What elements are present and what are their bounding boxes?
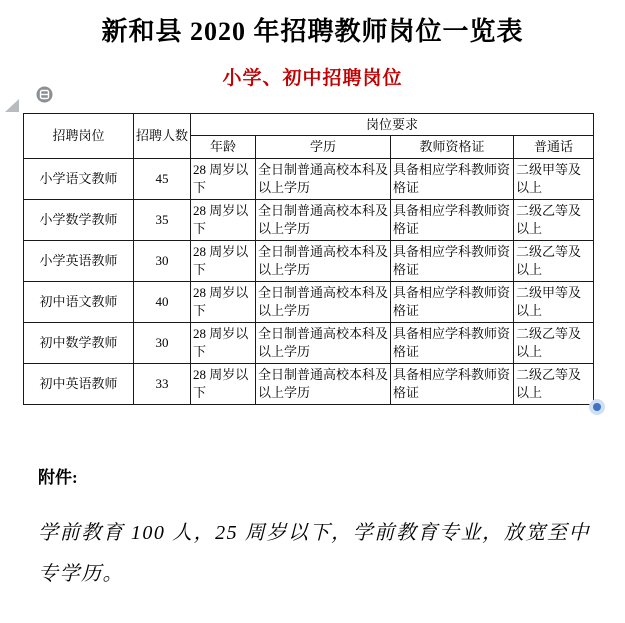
attachment-label: 附件:	[38, 468, 78, 487]
triangle-cursor-icon	[5, 99, 19, 112]
cell-count: 33	[134, 364, 191, 405]
table-row	[24, 241, 594, 282]
cell-age: 28 周岁以下	[191, 323, 256, 364]
cell-mandarin: 二级乙等及以上	[514, 200, 594, 241]
table-move-handle-icon[interactable]	[36, 86, 53, 103]
attachment-body-text: 学前教育 100 人，25 周岁以下，学前教育专业，放宽至中专学历。	[38, 522, 590, 585]
cell-position: 小学英语教师	[24, 241, 134, 282]
cell-age: 28 周岁以下	[191, 282, 256, 323]
cell-position: 小学语文教师	[24, 159, 134, 200]
col-header-certificate: 教师资格证	[391, 136, 514, 159]
cell-position: 初中英语教师	[24, 364, 134, 405]
cell-mandarin: 二级乙等及以上	[514, 241, 594, 282]
cell-age: 28 周岁以下	[191, 200, 256, 241]
cell-position: 初中语文教师	[24, 282, 134, 323]
cell-certificate: 具备相应学科教师资格证	[391, 200, 514, 241]
table-row	[24, 323, 594, 364]
col-header-requirements-group: 岗位要求	[191, 114, 594, 136]
recruitment-table	[23, 113, 594, 405]
cell-position: 初中数学教师	[24, 323, 134, 364]
cell-count: 40	[134, 282, 191, 323]
cell-count: 30	[134, 241, 191, 282]
table-row	[24, 200, 594, 241]
col-header-mandarin: 普通话	[514, 136, 594, 159]
cell-age: 28 周岁以下	[191, 241, 256, 282]
table-row	[24, 159, 594, 200]
cell-certificate: 具备相应学科教师资格证	[391, 282, 514, 323]
cell-count: 35	[134, 200, 191, 241]
col-header-education: 学历	[256, 136, 391, 159]
cell-education: 全日制普通高校本科及以上学历	[256, 282, 391, 323]
page-title: 新和县 2020 年招聘教师岗位一览表	[101, 17, 524, 46]
cell-mandarin: 二级乙等及以上	[514, 323, 594, 364]
section-subtitle: 小学、初中招聘岗位	[222, 68, 403, 89]
cell-education: 全日制普通高校本科及以上学历	[256, 200, 391, 241]
cell-position: 小学数学教师	[24, 200, 134, 241]
table-row	[24, 364, 594, 405]
cell-education: 全日制普通高校本科及以上学历	[256, 159, 391, 200]
cell-education: 全日制普通高校本科及以上学历	[256, 364, 391, 405]
col-header-position: 招聘岗位	[24, 114, 134, 159]
cell-count: 30	[134, 323, 191, 364]
table-row	[24, 282, 594, 323]
cell-education: 全日制普通高校本科及以上学历	[256, 241, 391, 282]
cell-age: 28 周岁以下	[191, 159, 256, 200]
cell-education: 全日制普通高校本科及以上学历	[256, 323, 391, 364]
cell-certificate: 具备相应学科教师资格证	[391, 323, 514, 364]
col-header-age: 年龄	[191, 136, 256, 159]
cell-certificate: 具备相应学科教师资格证	[391, 364, 514, 405]
col-header-count: 招聘人数	[134, 114, 191, 159]
cell-count: 45	[134, 159, 191, 200]
cell-certificate: 具备相应学科教师资格证	[391, 159, 514, 200]
cell-mandarin: 二级甲等及以上	[514, 282, 594, 323]
cell-mandarin: 二级甲等及以上	[514, 159, 594, 200]
table-resize-handle[interactable]	[589, 399, 605, 415]
cell-mandarin: 二级乙等及以上	[514, 364, 594, 405]
cell-age: 28 周岁以下	[191, 364, 256, 405]
cell-certificate: 具备相应学科教师资格证	[391, 241, 514, 282]
